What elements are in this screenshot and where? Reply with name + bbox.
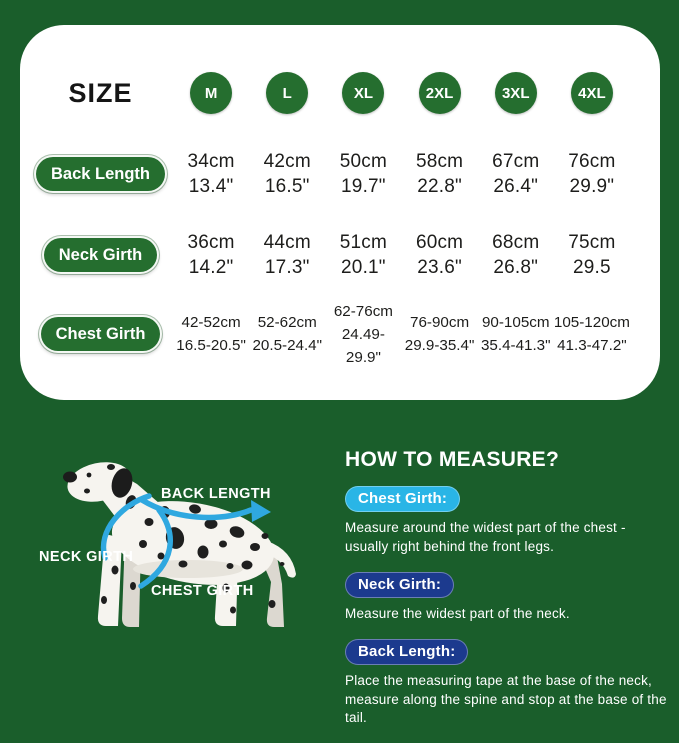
back-length-pill: Back Length: <box>345 639 468 665</box>
back-length-l: 42cm 16.5" <box>263 151 311 197</box>
chest-girth-2xl: 76-90cm 29.9-35.4" <box>404 314 475 354</box>
size-column-heading: SIZE <box>68 77 133 108</box>
how-to-measure-title: HOW TO MEASURE? <box>345 448 560 471</box>
how-to-measure-panel <box>345 448 673 743</box>
back-length-xl: 50cm 19.7" <box>339 151 388 197</box>
chest-girth-xl: 62-76cm 24.49-29.9" <box>333 302 393 366</box>
measure-item-chest-girth <box>345 486 673 557</box>
row-label-back-length: Back Length <box>34 155 167 193</box>
chest-girth-diagram-label: CHEST GIRTH <box>151 583 254 599</box>
neck-girth-diagram-label: NECK GIRTH <box>39 549 134 565</box>
row-label-neck-girth: Neck Girth <box>42 236 159 274</box>
back-length-diagram-label: BACK LENGTH <box>161 486 271 502</box>
neck-girth-pill: Neck Girth: <box>345 572 454 598</box>
size-badge-2xl: 2XL <box>419 72 461 114</box>
size-badge-3xl: 3XL <box>495 72 537 114</box>
chest-girth-m: 42-52cm 16.5-20.5" <box>176 314 246 354</box>
neck-girth-2xl: 60cm 23.6" <box>415 232 464 278</box>
dog-nose <box>63 472 77 483</box>
chest-girth-3xl: 90-105cm 35.4-41.3" <box>480 314 551 354</box>
neck-girth-l: 44cm 17.3" <box>263 232 311 278</box>
back-length-3xl: 67cm 26.4" <box>492 151 540 197</box>
row-label-chest-girth: Chest Girth <box>39 315 163 353</box>
back-length-instructions: Place the measuring tape at the base of the neck, measure along the spine and stop at the base of the tail. <box>345 672 667 726</box>
back-length-2xl: 58cm 22.8" <box>415 151 464 197</box>
back-length-m: 34cm 13.4" <box>187 151 235 197</box>
size-table <box>20 25 660 373</box>
chest-girth-pill: Chest Girth: <box>345 486 460 512</box>
dog-eye <box>87 473 92 478</box>
chest-girth-l: 52-62cm 20.5-24.4" <box>252 314 323 354</box>
measure-item-back-length <box>345 639 673 729</box>
dog-measurement-diagram <box>25 448 337 676</box>
chest-girth-instructions: Measure around the widest part of the chest - usually right behind the front legs. <box>345 520 626 554</box>
size-chart-card <box>20 25 660 400</box>
size-badge-4xl: 4XL <box>571 72 613 114</box>
size-badge-xl: XL <box>342 72 384 114</box>
chest-girth-4xl: 105-120cm 41.3-47.2" <box>553 314 630 354</box>
size-badge-m: M <box>190 72 232 114</box>
back-length-arrowhead <box>251 500 271 522</box>
neck-girth-instructions: Measure the widest part of the neck. <box>345 605 570 621</box>
neck-girth-3xl: 68cm 26.8" <box>492 232 540 278</box>
neck-girth-m: 36cm 14.2" <box>187 232 235 278</box>
back-length-4xl: 76cm 29.9" <box>568 151 616 197</box>
measure-item-neck-girth <box>345 572 673 624</box>
size-badge-l: L <box>266 72 308 114</box>
neck-girth-4xl: 75cm 29.5 <box>568 232 616 278</box>
neck-girth-xl: 51cm 20.1" <box>339 232 388 278</box>
